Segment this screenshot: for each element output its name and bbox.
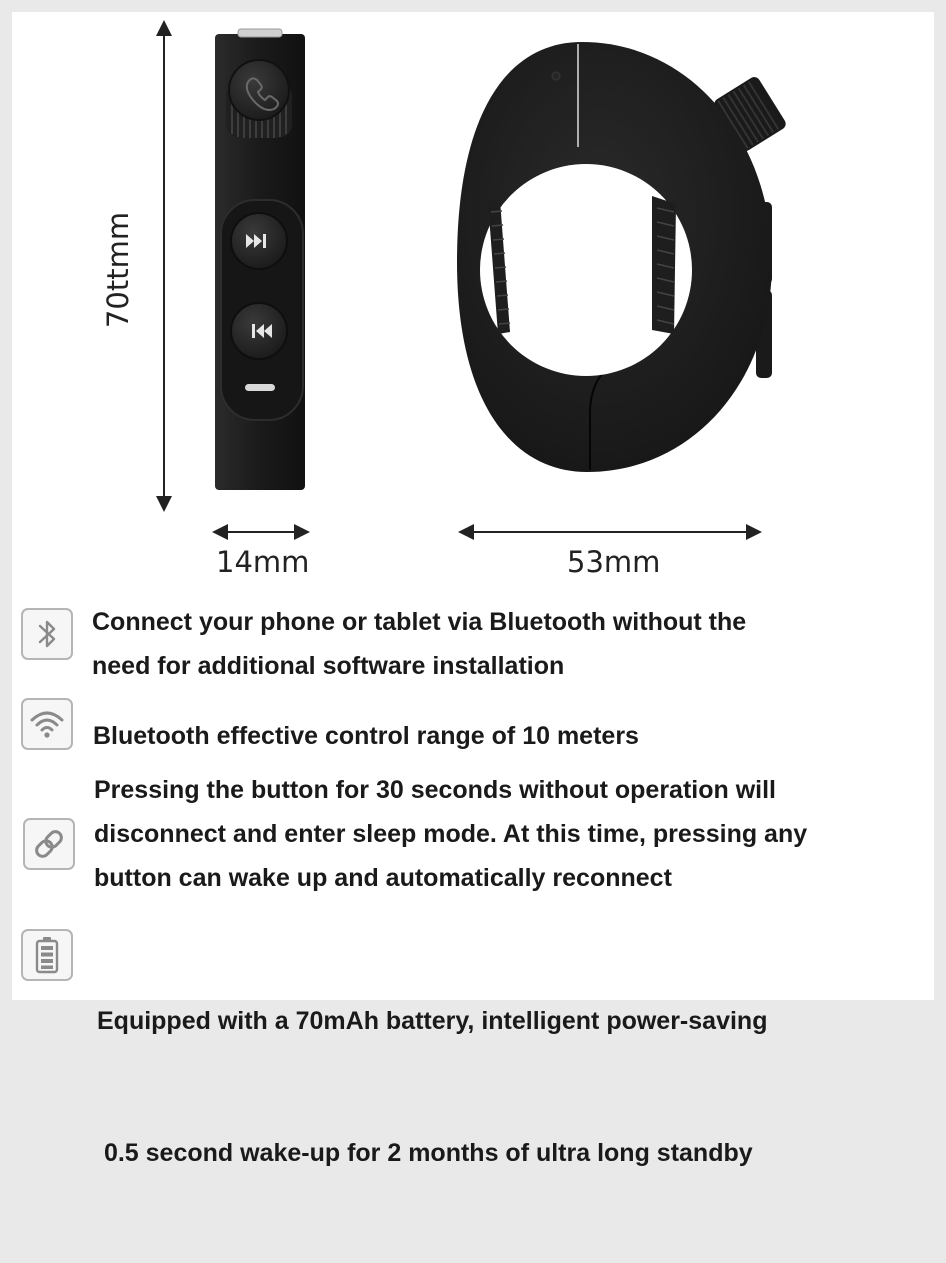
minus-button xyxy=(245,384,275,391)
product-info-card xyxy=(12,12,934,1167)
wifi-signal-icon xyxy=(21,698,73,750)
feature-line: button can wake up and automatically reconnect xyxy=(94,864,672,892)
feature-line: need for additional software installation xyxy=(92,652,565,680)
next-track-button xyxy=(231,213,287,269)
phone-knob xyxy=(226,60,292,138)
height-dimension-label: 70ttmm xyxy=(101,211,135,329)
battery-icon xyxy=(21,929,73,981)
feature-line: Pressing the button for 30 seconds without operation will xyxy=(94,776,776,804)
feature-line: Equipped with a 70mAh battery, intelligent power-saving xyxy=(97,1007,768,1035)
feature-range-text xyxy=(93,714,639,758)
feature-bluetooth-text xyxy=(92,600,746,688)
feature-line: Bluetooth effective control range of 10 meters xyxy=(93,722,639,750)
feature-line: Connect your phone or tablet via Bluetooth without the xyxy=(92,608,747,636)
front-width-dimension-label: 53mm xyxy=(567,545,661,579)
feature-sleep-mode-text xyxy=(94,768,807,900)
width-dimension-arrow-53 xyxy=(458,524,762,540)
bluetooth-icon xyxy=(21,608,73,660)
feature-line: 0.5 second wake-up for 2 months of ultra long standby xyxy=(97,1139,753,1167)
device-front-view xyxy=(457,42,788,472)
product-illustration xyxy=(12,12,934,612)
feature-battery-text xyxy=(97,911,767,1263)
product-drawing xyxy=(12,12,934,612)
grip-teeth-right xyxy=(652,196,676,334)
link-icon xyxy=(23,818,75,870)
minus-icon xyxy=(245,384,275,391)
feature-line: disconnect and enter sleep mode. At this time, pressing any xyxy=(94,820,808,848)
side-width-dimension-label: 14mm xyxy=(216,545,310,579)
height-dimension-arrow xyxy=(156,20,172,512)
device-side-view xyxy=(215,29,305,490)
width-dimension-arrow-14 xyxy=(212,524,310,540)
previous-track-button xyxy=(231,303,287,359)
